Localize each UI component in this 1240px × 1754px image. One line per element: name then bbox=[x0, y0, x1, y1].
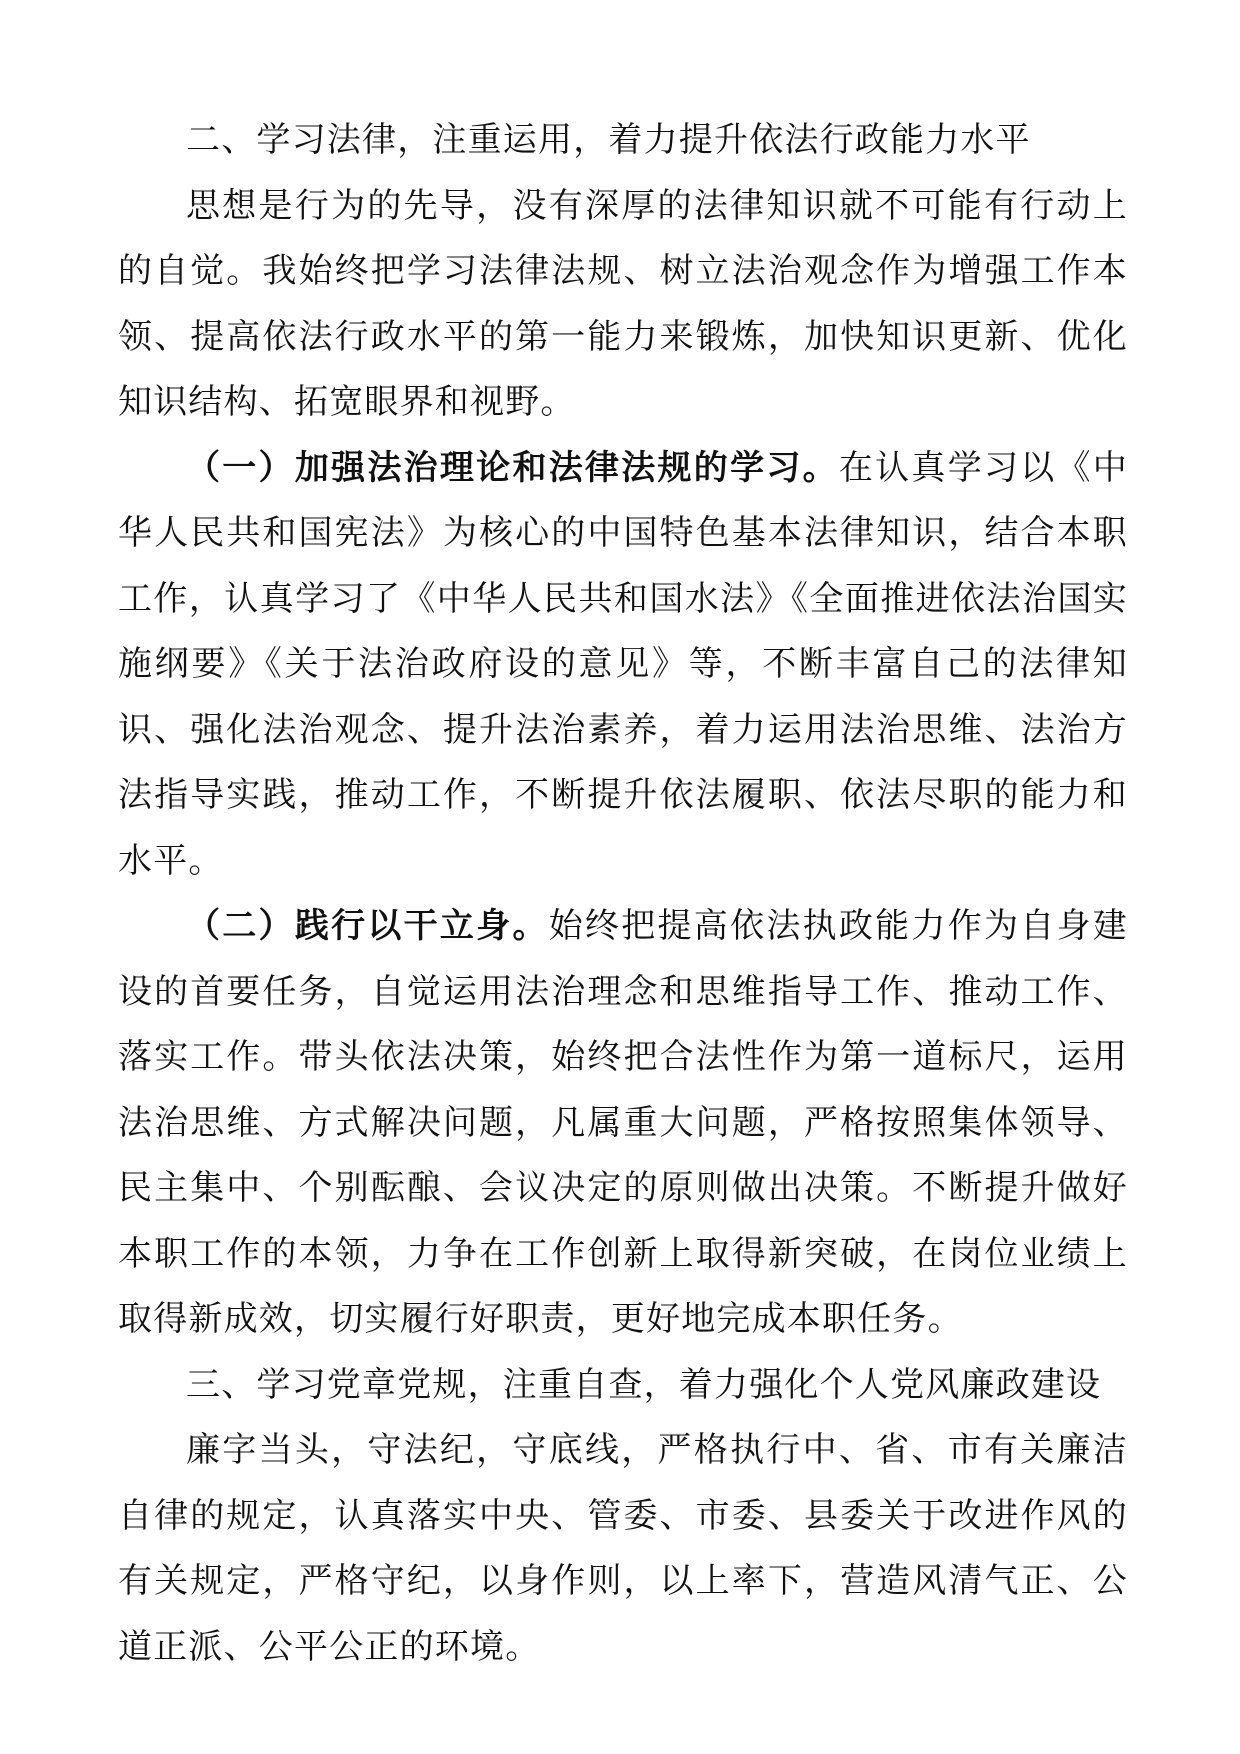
section-2-intro-paragraph: 思想是行为的先导，没有深厚的法律知识就不可能有行动上的自觉。我始终把学习法律法规、树立法治观念作为增强工作本领、提高依法行政水平的第一能力来锻炼，加快知识更新、优化知识结构、拓宽眼界和视野。 bbox=[118, 185, 1128, 422]
section-2-heading: 二、学习法律，注重运用，着力提升依法行政能力水平 bbox=[186, 120, 1031, 160]
section-3-heading: 三、学习党章党规，注重自查，着力强化个人党风廉政建设 bbox=[186, 1364, 1102, 1405]
item-2-paragraph bbox=[118, 894, 1128, 1353]
item-2-title: （二）践行以干立身。 bbox=[186, 906, 549, 946]
item-2-body: 始终把提高依法执政能力作为自身建设的首要任务，自觉运用法治理念和思维指导工作、推动工作、落实工作。带头依法决策，始终把合法性作为第一道标尺，运用法治思维、方式解决问题，凡属重大问题，严格按照集体领导、民主集中、个别酝酿、会议决定的原则做出决策。不断提升做好本职工作的本领，力争在工作创新上取得新突破，在岗位业绩上取得新成效，切实履行好职责，更好地完成本职任务。 bbox=[118, 906, 1128, 1339]
item-1-body: 在认真学习以《中华人民共和国宪法》为核心的中国特色基本法律知识，结合本职工作，认真学习了《中华人民共和国水法》《全面推进依法治国实施纲要》《关于法治政府设的意见》等，不断丰富自己的法律知识、强化法治观念、提升法治素养，着力运用法治思维、法治方法指导实践，推动工作，不断提升依法履职、依法尽职的能力和水平。 bbox=[118, 447, 1128, 881]
item-1-title: （一）加强法治理论和法律法规的学习。 bbox=[186, 447, 839, 488]
section-3-body-paragraph: 廉字当头，守法纪，守底线，严格执行中、省、市有关廉洁自律的规定，认真落实中央、管委、市委、县委关于改进作风的有关规定，严格守纪，以身作则，以上率下，营造风清气正、公道正派、公平公正的环境。 bbox=[118, 1430, 1128, 1667]
item-1-paragraph bbox=[118, 436, 1128, 895]
document-body bbox=[118, 108, 1128, 1680]
